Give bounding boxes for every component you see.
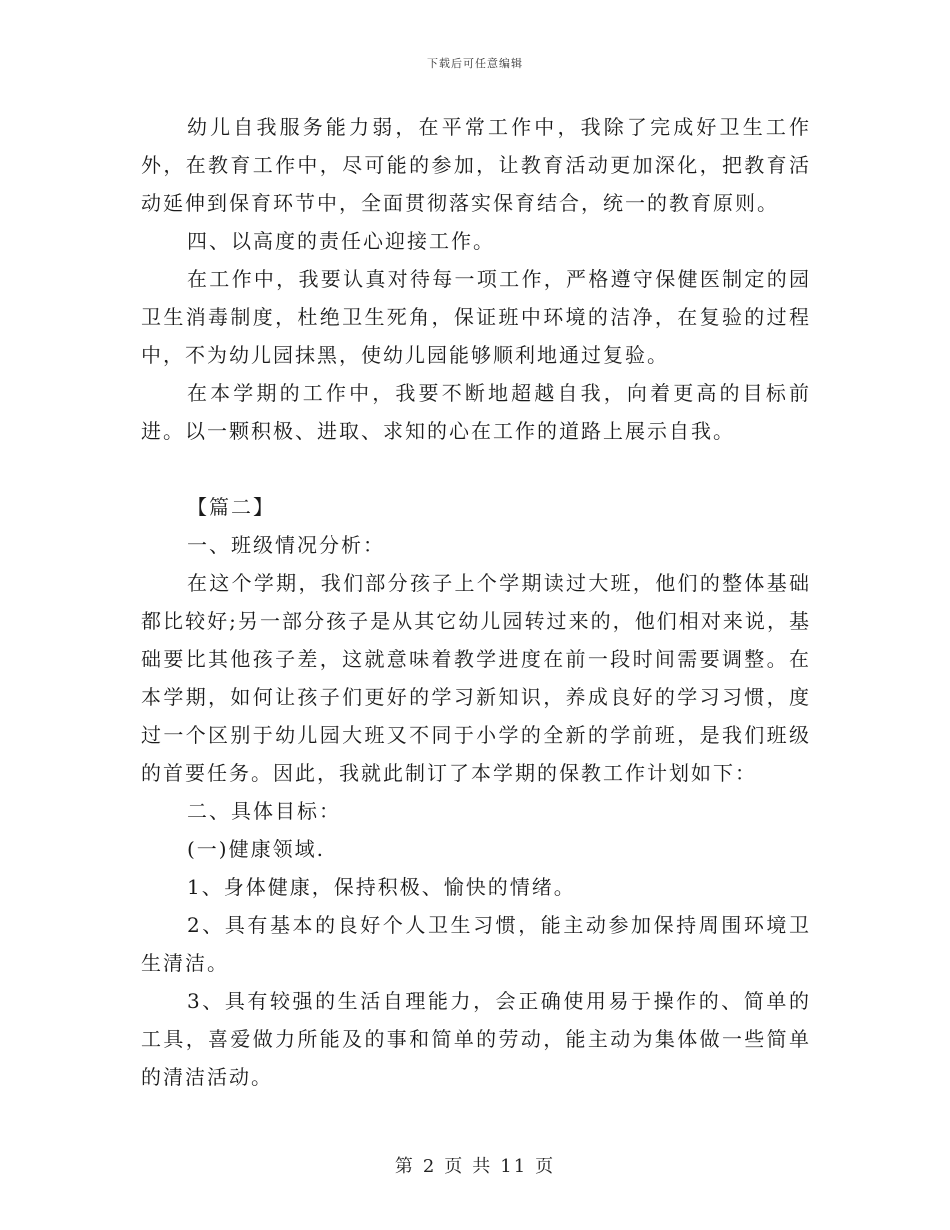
footer-label-ye: 页: [444, 1156, 465, 1177]
paragraph-4: 在本学期的工作中，我要不断地超越自我，向着更高的目标前进。以一颗积极、进取、求知的心在工作的道路上展示自我。: [141, 381, 811, 443]
paragraph-6: 在这个学期，我们部分孩子上个学期读过大班，他们的整体基础都比较好;另一部分孩子是从其它幼儿园转过来的，他们相对来说，基础要比其他孩子差，这就意味着教学进度在前一段时间需要调整。在本学期，如何让孩子们更好的学习新知识，养成良好的学习习惯，度过一个区别于幼儿园大班又不同于小学的全新的学前班，是我们班级的首要任务。因此，我就此制订了本学期的保教工作计划如下：: [141, 571, 811, 785]
footer-label-page: 第: [394, 1156, 415, 1177]
footer-total-pages: 11: [500, 1156, 528, 1177]
paragraph-3: 在工作中，我要认真对待每一项工作，严格遵守保健医制定的园卫生消毒制度，杜绝卫生死角，保证班中环境的洁净，在复验的过程中，不为幼儿园抹黑，使幼儿园能够顺利地通过复验。: [141, 267, 811, 367]
document-body: [141, 108, 811, 1096]
footer-label-ye2: 页: [535, 1156, 556, 1177]
spacer: [141, 450, 811, 488]
heading-health-domain: (一)健康领域.: [187, 837, 325, 861]
header-note: 下载后可任意编辑: [427, 57, 523, 70]
footer-current-page: 2: [422, 1156, 437, 1177]
section-title: 【篇二】: [187, 495, 275, 519]
heading-section-4: 四、以高度的责任心迎接工作。: [187, 229, 495, 253]
footer-label-total: 共: [472, 1156, 493, 1177]
heading-class-analysis: 一、班级情况分析：: [187, 533, 385, 557]
goal-item-3: 3、具有较强的生活自理能力，会正确使用易于操作的、简单的工具，喜爱做力所能及的事和简单的劳动，能主动为集体做一些简单的清洁活动。: [141, 989, 811, 1089]
page-footer: [0, 1152, 950, 1178]
goal-item-1: 1、身体健康，保持积极、愉快的情绪。: [187, 875, 576, 899]
paragraph-1: 幼儿自我服务能力弱，在平常工作中，我除了完成好卫生工作外，在教育工作中，尽可能的参加，让教育活动更加深化，把教育活动延伸到保育环节中，全面贯彻落实保育结合，统一的教育原则。: [141, 115, 811, 215]
heading-specific-goals: 二、具体目标：: [187, 799, 341, 823]
goal-item-2: 2、具有基本的良好个人卫生习惯，能主动参加保持周围环境卫生清洁。: [141, 913, 811, 975]
